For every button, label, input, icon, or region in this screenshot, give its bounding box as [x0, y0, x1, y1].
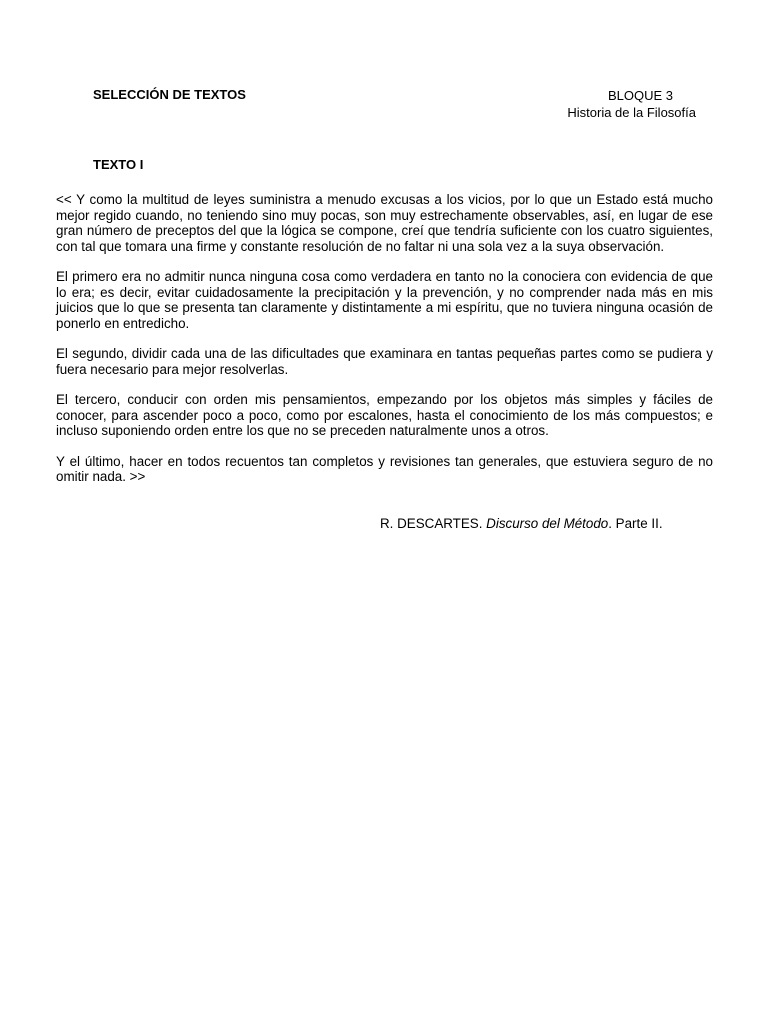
header-info	[567, 87, 696, 121]
paragraph: << Y como la multitud de leyes suministra a menudo excusas a los vicios, por lo que un Estado está mucho mejor regido cuando, no teniendo sino muy pocas, son muy estrechamente observables, así, en lugar de ese gran número de preceptos del que la lógica se compone, creí que tendría suficiente con los cuatro siguientes, con tal que tomara una firme y constante resolución de no faltar ni una sola vez a la suya observación.	[56, 192, 713, 254]
section-title: TEXTO I	[93, 157, 144, 172]
paragraph: Y el último, hacer en todos recuentos tan completos y revisiones tan generales, que estuviera seguro de no omitir nada. >>	[56, 453, 713, 484]
citation-author: R. DESCARTES.	[380, 516, 487, 531]
citation-work: Discurso del Método	[486, 516, 609, 531]
citation-part: . Parte II.	[608, 516, 663, 531]
citation	[380, 516, 663, 531]
paragraph: El segundo, dividir cada una de las dificultades que examinara en tantas pequeñas partes como se pudiera y fuera necesario para mejor resolverlas.	[56, 346, 713, 377]
document-title: SELECCIÓN DE TEXTOS	[93, 87, 246, 102]
subject-label: Historia de la Filosofía	[567, 105, 696, 120]
paragraph: El tercero, conducir con orden mis pensamientos, empezando por los objetos más simples y fáciles de conocer, para ascender poco a poco, como por escalones, hasta el conocimiento de los más compuestos; e incluso suponiendo orden entre los que no se preceden naturalmente unos a otros.	[56, 392, 713, 438]
block-label: BLOQUE 3	[607, 88, 673, 103]
paragraph: El primero era no admitir nunca ninguna cosa como verdadera en tanto no la conociera con evidencia de que lo era; es decir, evitar cuidadosamente la precipitación y la prevención, y no comprender nada más en mis juicios que lo que se presenta tan claramente y distintamente a mi espíritu, que no tuviera ninguna ocasión de ponerlo en entredicho.	[56, 269, 713, 331]
text-body	[56, 192, 713, 500]
